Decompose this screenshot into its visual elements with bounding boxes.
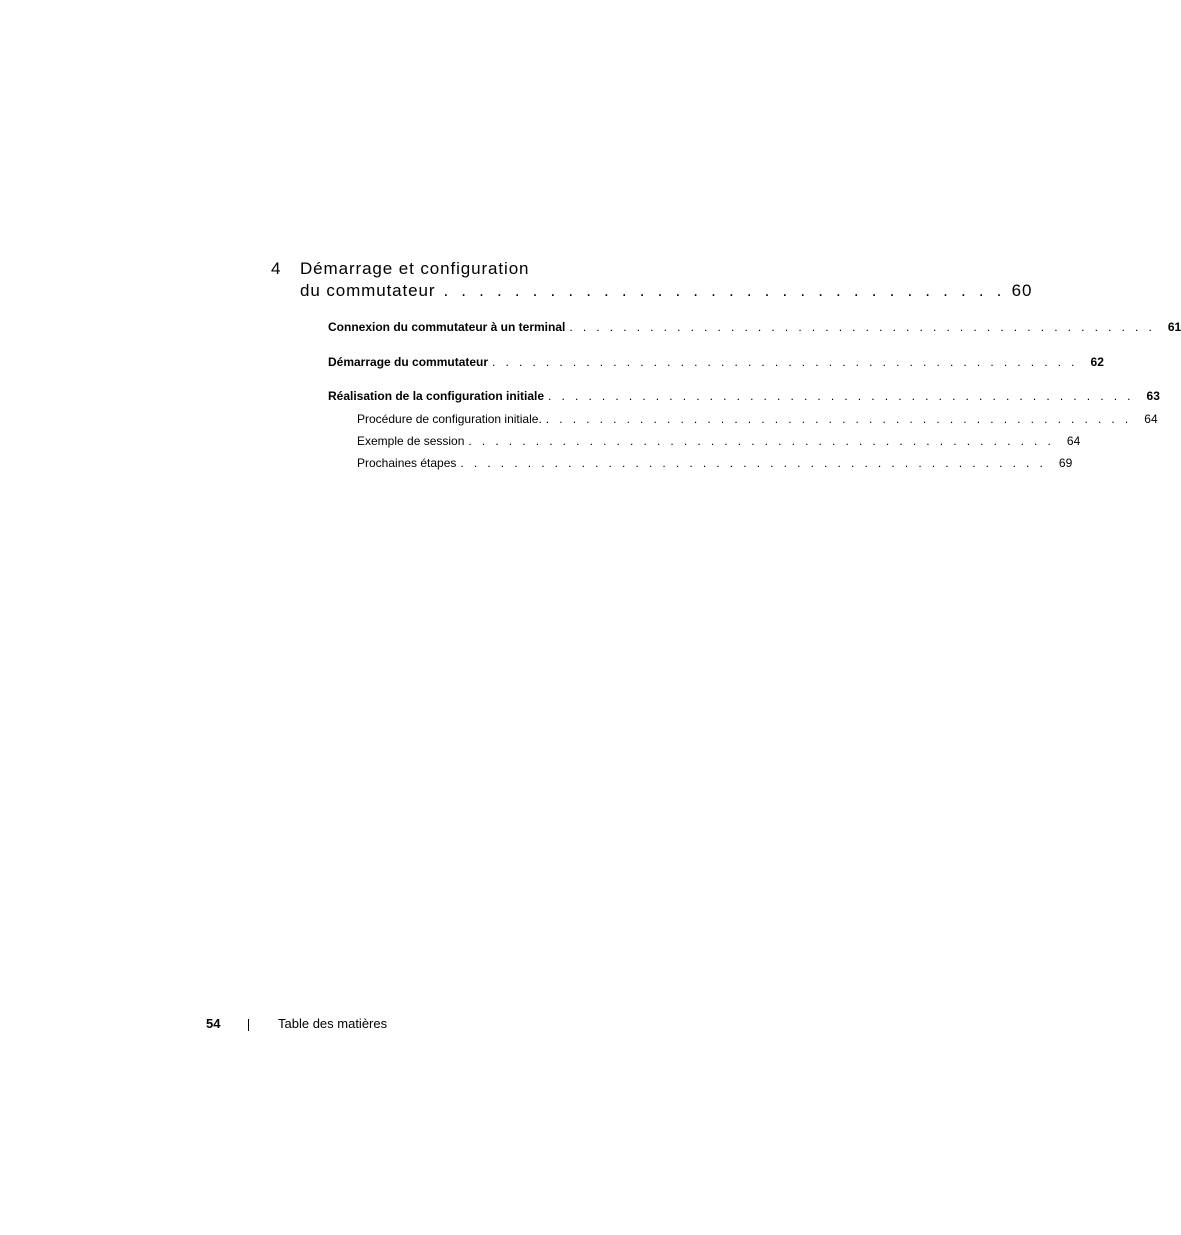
toc-entry[interactable] <box>357 412 1158 426</box>
dot-leader: . . . . . . . . . . . . . . . . . . . . . . . . . . . . . . . . . . . . . . . . . . . . <box>460 456 1047 470</box>
toc-entry-label: Démarrage du commutateur <box>328 355 489 369</box>
chapter-title-line1: Démarrage et configuration <box>300 259 530 278</box>
toc-entry[interactable] <box>328 389 1160 403</box>
toc-entry-label: Prochaines étapes <box>357 456 457 470</box>
dot-leader: . . . . . . . . . . . . . . . . . . . . . . . . . . . . . . . . . . . . . . . . . . . . <box>569 320 1156 334</box>
toc-entry-page: 69 <box>1058 456 1073 470</box>
toc-entry[interactable] <box>357 434 1081 448</box>
toc-entry-page: 61 <box>1167 320 1181 334</box>
dot-leader: . . . . . . . . . . . . . . . . . . . . . . . . . . . . . . . . . . . . . . . . . . . . <box>468 434 1055 448</box>
toc-chapter-entry[interactable] <box>271 259 1033 300</box>
dot-leader: . . . . . . . . . . . . . . . . . . . . . . . . . . . . . . . . . . . . . . . . . . . . <box>548 389 1134 403</box>
dot-leader: . . . . . . . . . . . . . . . . . . . . . . . . . . . . . . . . . . . . . . . . . . . . <box>492 355 1078 369</box>
toc-entry-page: 63 <box>1146 389 1160 403</box>
dot-leader: . . . . . . . . . . . . . . . . . . . . . . . . . . . . . . . . . . . . . . . . . . . . <box>545 412 1132 426</box>
toc-entry-page: 62 <box>1090 355 1104 369</box>
chapter-page-number: 60 <box>1011 281 1033 300</box>
toc-entry[interactable] <box>328 355 1104 369</box>
toc-entry-label: Procédure de configuration initiale. <box>357 412 542 426</box>
footer-separator <box>248 1019 249 1031</box>
toc-entry-label: Réalisation de la configuration initiale <box>328 389 545 403</box>
chapter-title-line2: du commutateur <box>300 281 436 300</box>
toc-entry-label: Connexion du commutateur à un terminal <box>328 320 566 334</box>
footer-section-title: Table des matières <box>278 1016 388 1031</box>
dot-leader: . . . . . . . . . . . . . . . . . . . . . . . . . . . . . . . . <box>443 281 1006 300</box>
toc-entry[interactable] <box>328 320 1181 334</box>
toc-entry-page: 64 <box>1066 434 1081 448</box>
toc-entry-label: Exemple de session <box>357 434 465 448</box>
chapter-number: 4 <box>271 259 282 278</box>
footer-page-number: 54 <box>206 1016 221 1031</box>
toc-entry[interactable] <box>357 456 1073 470</box>
toc-entry-page: 64 <box>1144 412 1158 426</box>
